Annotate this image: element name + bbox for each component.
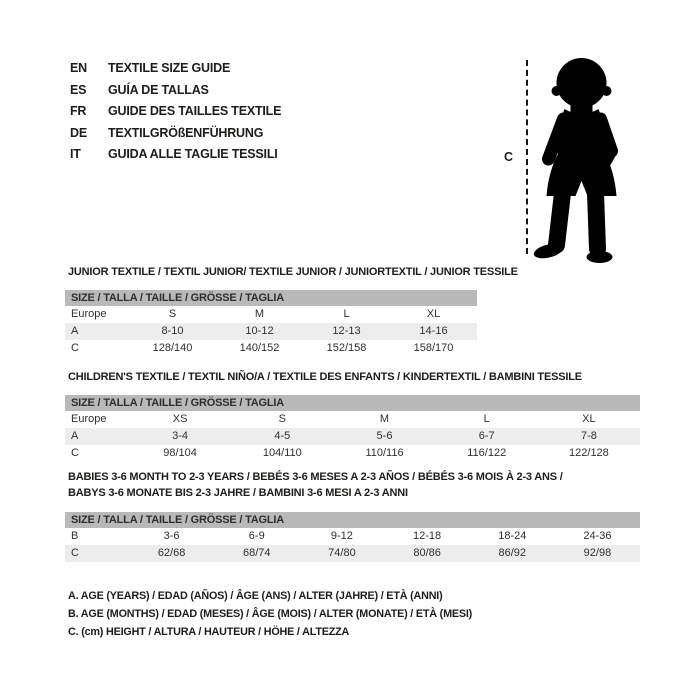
table-row-months <box>65 528 640 545</box>
size-cell: 12-13 <box>332 325 361 337</box>
size-cell: L <box>483 413 490 425</box>
row-label: Europe <box>71 413 107 425</box>
size-cell: XL <box>582 413 596 425</box>
row-label: C <box>71 447 79 459</box>
legend-line-a: A. AGE (YEARS) / EDAD (AÑOS) / ÂGE (ANS) / ALTER (JAHRE) / ETÀ (ANNI) <box>68 590 443 602</box>
table-row-europe <box>65 411 640 428</box>
row-label: Europe <box>71 308 107 320</box>
table-row-height <box>65 340 477 357</box>
babies-table-title <box>68 470 563 501</box>
size-cell: 68/74 <box>242 547 271 559</box>
table-row-height <box>65 545 640 562</box>
babies-size-table <box>65 512 640 562</box>
language-code: ES <box>70 82 87 97</box>
language-row-en <box>70 58 281 80</box>
junior-size-table <box>65 290 477 357</box>
size-cell: 14-16 <box>419 325 448 337</box>
language-code: FR <box>70 104 87 119</box>
language-row-fr <box>70 101 281 123</box>
row-label: A <box>71 430 79 442</box>
size-cell: 128/140 <box>152 342 193 354</box>
size-cell: 98/104 <box>163 447 197 459</box>
size-cell: XS <box>172 413 188 425</box>
row-label: C <box>71 342 79 354</box>
legend-line-c: C. (cm) HEIGHT / ALTURA / HAUTEUR / HÖHE / ALTEZZA <box>68 626 350 639</box>
table-row-age <box>65 323 477 340</box>
height-measure-label: C <box>504 150 514 164</box>
size-cell: 122/128 <box>569 447 609 459</box>
table-header-banner: SIZE / TALLA / TAILLE / GRÖSSE / TAGLIA <box>65 395 640 411</box>
size-cell: 158/170 <box>413 342 454 354</box>
size-cell: 6-9 <box>248 530 265 542</box>
table-row-europe <box>65 306 477 323</box>
row-label: B <box>71 530 79 542</box>
babies-title-line-2: BABYS 3-6 MONATE BIS 2-3 JAHRE / BAMBINI 3-6 MESI A 2-3 ANNI <box>68 486 408 499</box>
size-cell: 3-6 <box>163 530 180 542</box>
size-cell: 4-5 <box>274 430 291 442</box>
size-cell: 5-6 <box>376 430 393 442</box>
language-code: DE <box>70 125 87 140</box>
size-cell: 10-12 <box>245 325 274 337</box>
size-cell: 8-10 <box>161 325 184 337</box>
table-header-banner: SIZE / TALLA / TAILLE / GRÖSSE / TAGLIA <box>65 290 477 306</box>
size-cell: 116/122 <box>467 447 507 459</box>
language-code: EN <box>70 61 87 75</box>
language-row-es <box>70 80 281 102</box>
size-cell: 3-4 <box>172 430 189 442</box>
language-label: TEXTILGRÖßENFÜHRUNG <box>108 125 264 140</box>
size-cell: S <box>278 413 286 425</box>
table-row-height <box>65 445 640 462</box>
babies-title-line-1: BABIES 3-6 MONTH TO 2-3 YEARS / BEBÉS 3-6 MESES A 2-3 AÑOS / BÉBÉS 3-6 MOIS À 2-3 ANS / <box>68 471 563 483</box>
size-cell: 9-12 <box>330 530 353 542</box>
table-row-age <box>65 428 640 445</box>
size-cell: 62/68 <box>157 547 186 559</box>
baby-silhouette-icon <box>530 53 638 265</box>
size-cell: 18-24 <box>498 530 527 542</box>
legend <box>68 587 472 642</box>
size-cell: M <box>254 308 265 320</box>
size-cell: S <box>168 308 177 320</box>
table-header-banner: SIZE / TALLA / TAILLE / GRÖSSE / TAGLIA <box>65 512 640 528</box>
size-cell: 12-18 <box>413 530 442 542</box>
language-label: TEXTILE SIZE GUIDE <box>108 61 231 75</box>
children-table-title: CHILDREN'S TEXTILE / TEXTIL NIÑO/A / TEXTILE DES ENFANTS / KINDERTEXTIL / BAMBINI TESSILE <box>68 371 582 383</box>
language-label: GUIDA ALLE TAGLIE TESSILI <box>108 147 278 162</box>
size-cell: L <box>343 308 350 320</box>
legend-line-b: B. AGE (MONTHS) / EDAD (MESES) / ÂGE (MOIS) / ALTER (MONATE) / ETÀ (MESI) <box>68 608 473 621</box>
size-cell: 80/86 <box>413 547 441 559</box>
baby-figure <box>490 50 650 270</box>
language-row-it <box>70 144 281 166</box>
size-cell: 6-7 <box>478 430 495 442</box>
size-cell: 24-36 <box>583 530 612 542</box>
language-label: GUÍA DE TALLAS <box>108 82 209 97</box>
junior-table-title: JUNIOR TEXTILE / TEXTIL JUNIOR/ TEXTILE JUNIOR / JUNIORTEXTIL / JUNIOR TESSILE <box>68 266 518 278</box>
size-cell: 74/80 <box>328 547 356 559</box>
language-code: IT <box>70 147 81 162</box>
size-cell: 7-8 <box>580 430 597 442</box>
children-size-table <box>65 395 640 462</box>
row-label: C <box>71 547 79 559</box>
size-cell: XL <box>426 308 441 320</box>
size-cell: 140/152 <box>239 342 280 354</box>
size-cell: 110/116 <box>365 447 404 459</box>
language-list <box>70 58 281 166</box>
language-label: GUIDE DES TAILLES TEXTILE <box>108 104 282 119</box>
row-label: A <box>71 325 79 337</box>
height-measure-line <box>526 60 528 254</box>
language-row-de <box>70 123 281 145</box>
size-cell: 92/98 <box>583 547 612 559</box>
size-cell: 152/158 <box>326 342 367 354</box>
size-cell: M <box>379 413 390 425</box>
size-cell: 104/110 <box>262 447 302 459</box>
size-cell: 86/92 <box>498 547 527 559</box>
